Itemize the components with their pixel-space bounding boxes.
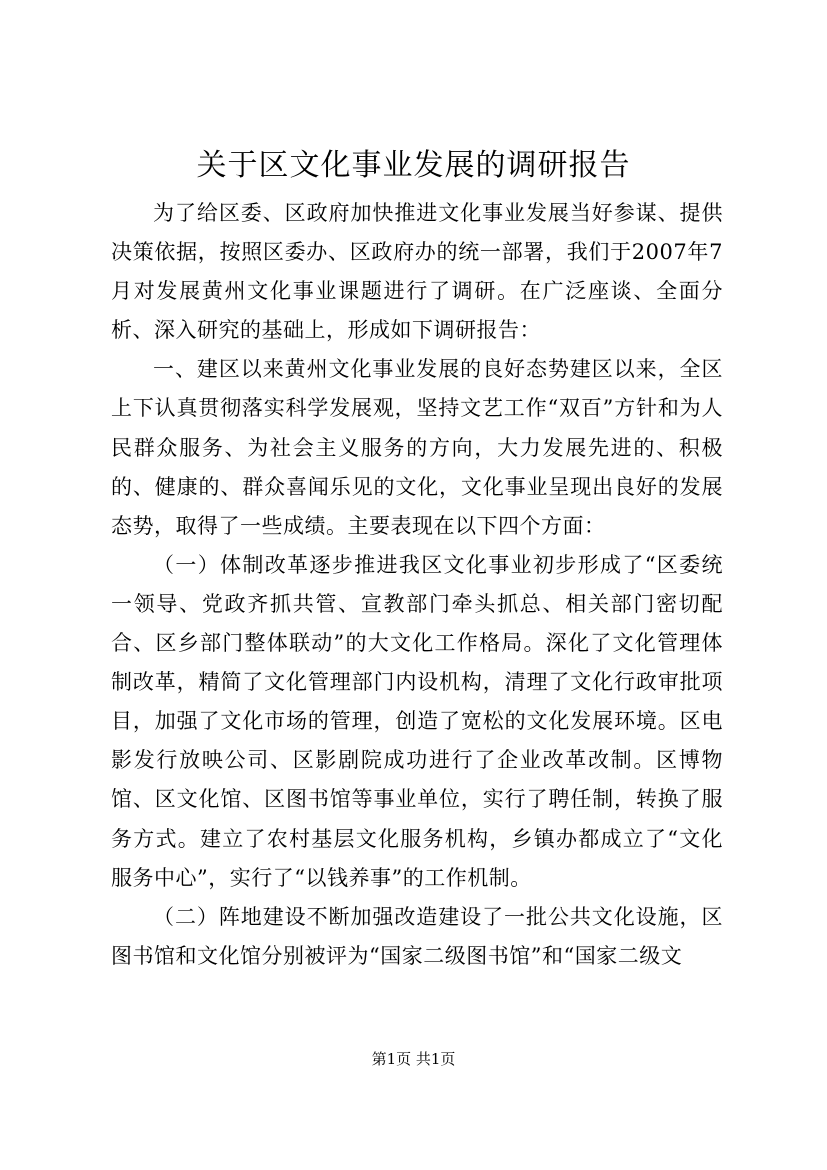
paragraph-section-one: 一、建区以来黄州文化事业发展的良好态势建区以来，全区上下认真贯彻落实科学发展观，坚持文艺工作“双百”方针和为人民群众服务、为社会主义服务的方向，大力发展先进的、积极的、健康的、群众喜闻乐见的文化，文化事业呈现出良好的发展态势，取得了一些成绩。主要表现在以下四个方面： <box>111 357 723 538</box>
paragraph-institutional-reform: （一）体制改革逐步推进我区文化事业初步形成了“区委统一领导、党政齐抓共管、宣教部门牵头抓总、相关部门密切配合、区乡部门整体联动”的大文化工作格局。深化了文化管理体制改革，精简了文化管理部门内设机构，清理了文化行政审批项目，加强了文化市场的管理，创造了宽松的文化发展环境。区电影发行放映公司、区影剧院成功进行了企业改革改制。区博物馆、区文化馆、区图书馆等事业单位，实行了聘任制，转换了服务方式。建立了农村基层文化服务机构，乡镇办都成立了“文化服务中心”，实行了“以钱养事”的工作机制。 <box>111 552 723 890</box>
document-body <box>111 194 723 976</box>
paragraph-facility-construction: （二）阵地建设不断加强改造建设了一批公共文化设施，区图书馆和文化馆分别被评为“国家二级图书馆”和“国家二级文 <box>111 904 723 968</box>
paragraph-intro: 为了给区委、区政府加快推进文化事业发展当好参谋、提供决策依据，按照区委办、区政府办的统一部署，我们于2007年7月对发展黄州文化事业课题进行了调研。在广泛座谈、全面分析、深入研究的基础上，形成如下调研报告： <box>111 201 723 343</box>
page-number-footer: 第1页 共1页 <box>371 1050 456 1068</box>
document-title: 关于区文化事业发展的调研报告 <box>196 148 631 183</box>
